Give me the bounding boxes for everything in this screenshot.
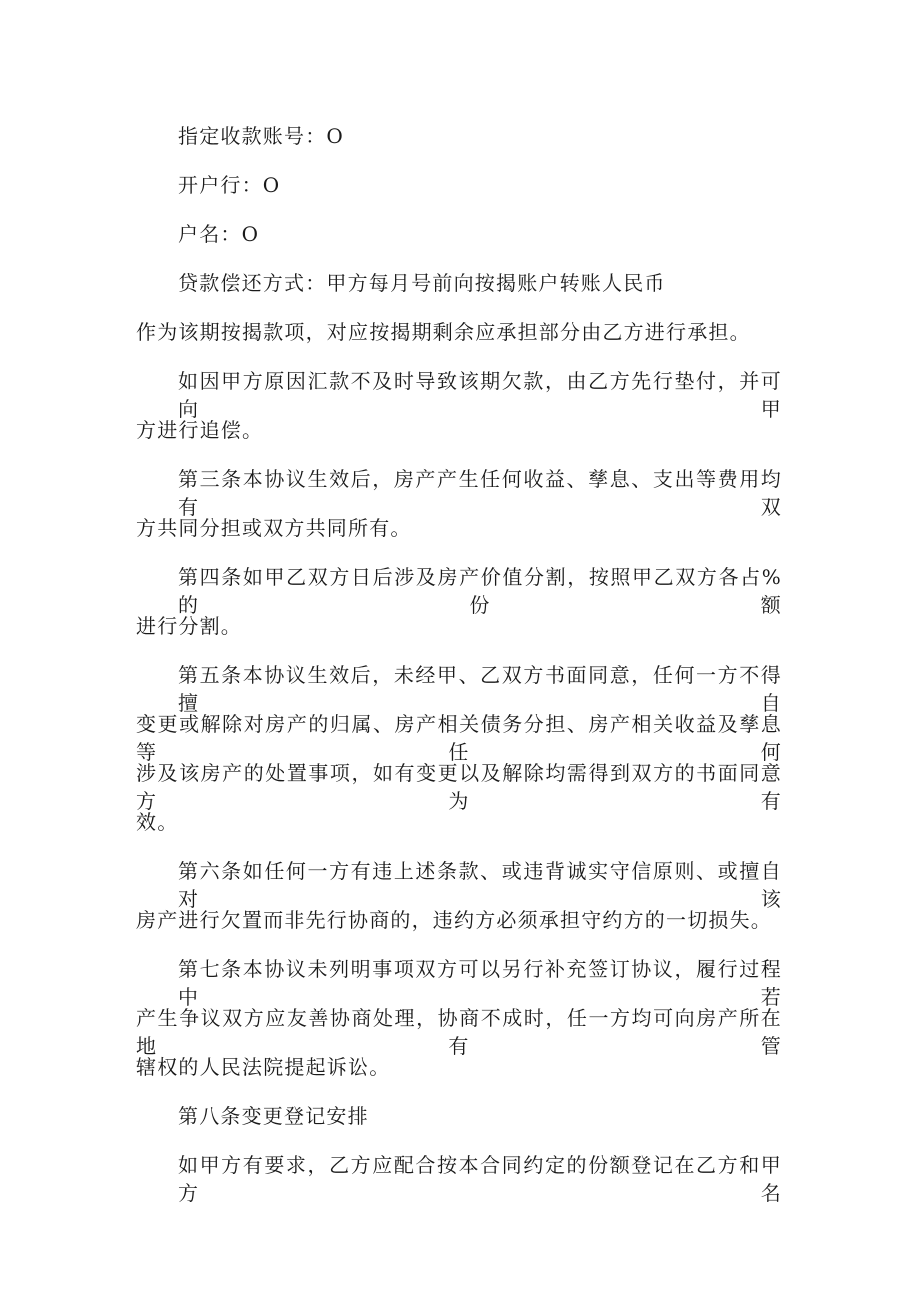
paragraph-line: 如因甲方原因汇款不及时导致该期欠款，由乙方先行垫付，并可向甲 [178,369,782,421]
bank-line: 开户行：O [178,173,281,197]
paragraph-line: 方共同分担或双方共同所有。 [136,516,412,540]
paragraph-line: 房产进行欠置而非先行协商的，违约方必须承担守约方的一切损失。 [136,908,772,932]
article-6-line: 第六条如任何一方有违上述条款、或违背诚实守信原则、或擅自对该 [178,859,782,911]
article-8-heading: 第八条变更登记安排 [178,1104,369,1128]
paragraph-line: 效。 [136,810,179,834]
paragraph-line: 涉及该房产的处置事项，如有变更以及解除均需得到双方的书面同意方为有 [136,761,782,813]
paragraph-line: 变更或解除对房产的归属、房产相关债务分担、房产相关收益及孳息等任何 [136,712,782,764]
repayment-method-line: 贷款偿还方式：甲方每月号前向按揭账户转账人民币 [178,271,666,295]
article-3-line: 第三条本协议生效后，房产产生任何收益、孳息、支出等费用均有双 [178,467,782,519]
article-4-line: 第四条如甲乙双方日后涉及房产价值分割，按照甲乙双方各占%的份额 [178,565,782,617]
paragraph-line: 进行分割。 [136,614,242,638]
paragraph-line: 辖权的人民法院提起诉讼。 [136,1055,391,1079]
article-5-line: 第五条本协议生效后，未经甲、乙双方书面同意，任何一方不得擅自 [178,663,782,715]
paragraph-line: 如甲方有要求，乙方应配合按本合同约定的份额登记在乙方和甲方名 [178,1153,782,1205]
paragraph-line: 作为该期按揭款项，对应按揭期剩余应承担部分由乙方进行承担。 [136,320,751,344]
account-number-line: 指定收款账号：O [178,124,344,148]
paragraph-line: 产生争议双方应友善协商处理，协商不成时，任一方均可向房产所在地有管 [136,1006,782,1058]
paragraph-line: 方进行追偿。 [136,418,264,442]
article-7-line: 第七条本协议未列明事项双方可以另行补充签订协议，履行过程中若 [178,957,782,1009]
account-name-line: 户名：O [178,222,260,246]
